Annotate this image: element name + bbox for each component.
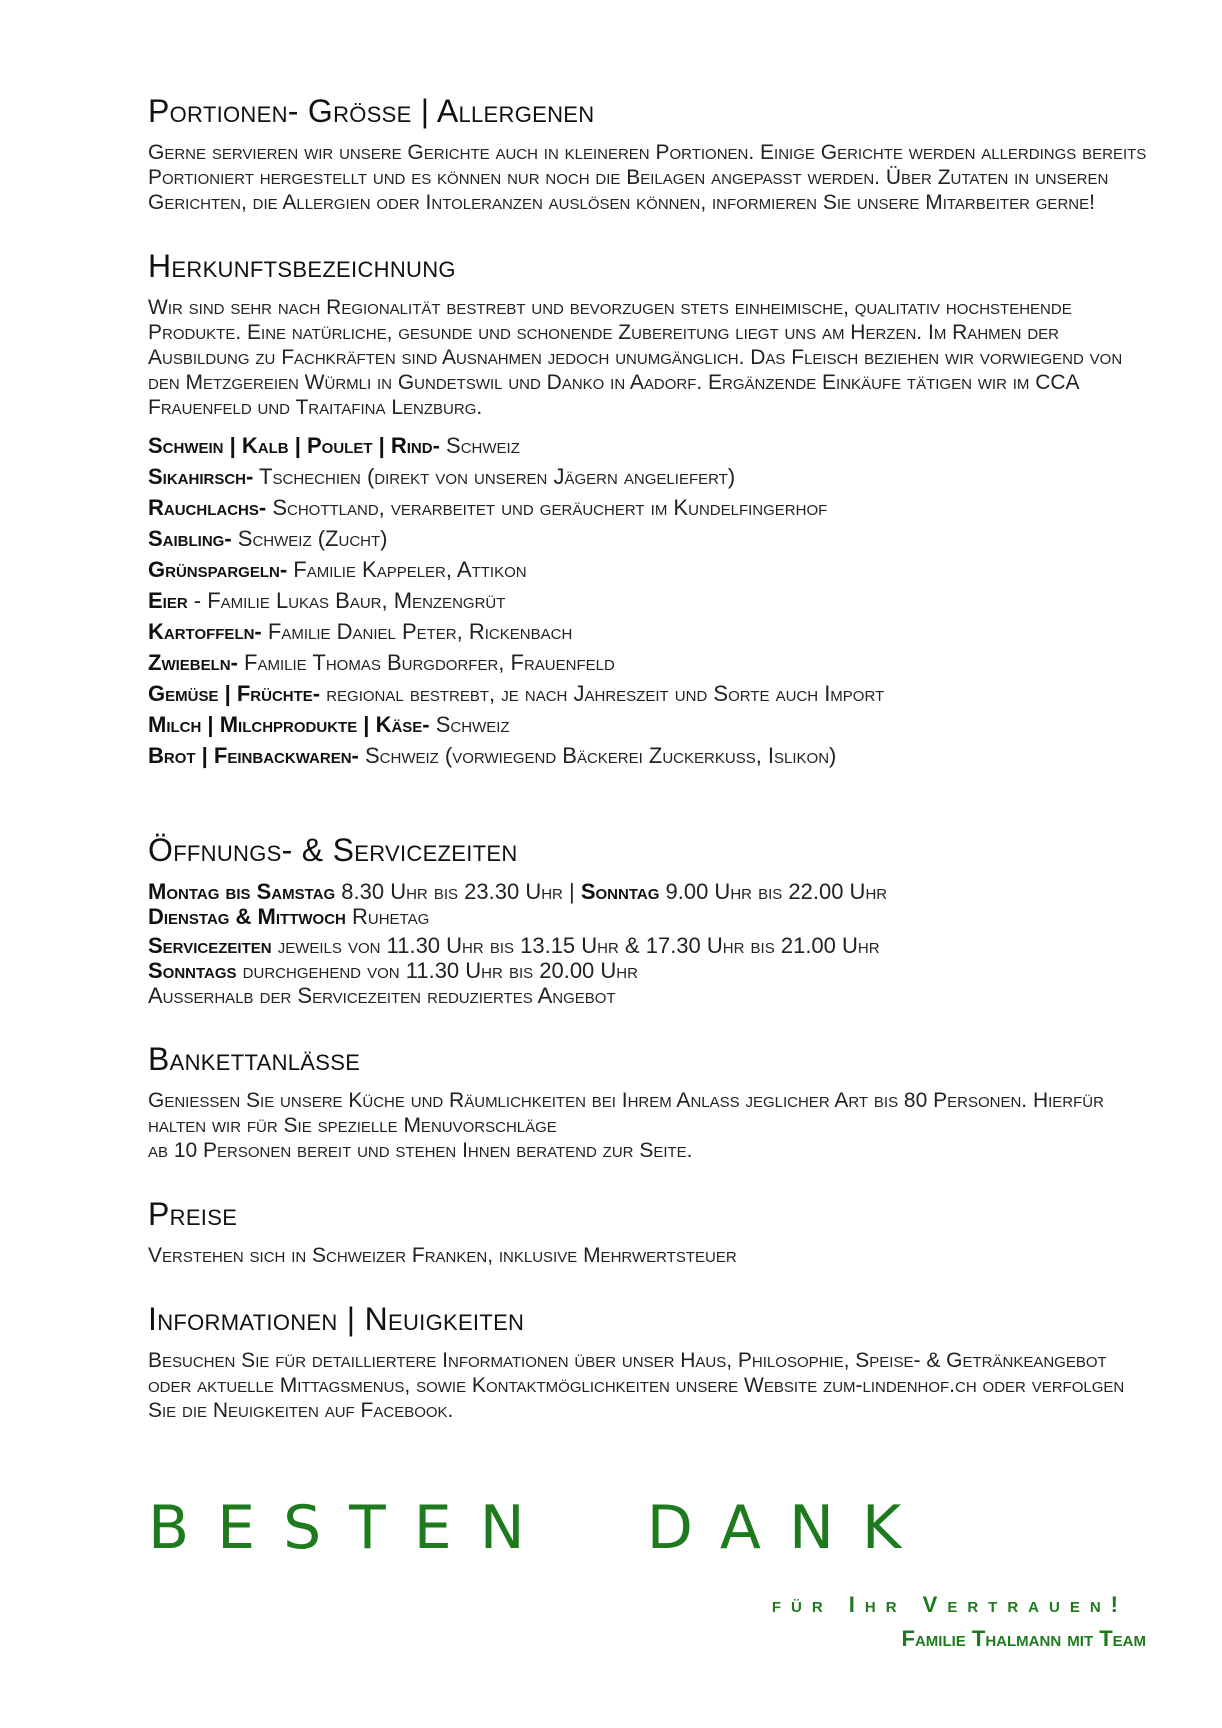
origin-item <box>148 616 1148 647</box>
hours-sundays-value: durchgehend von 11.30 Uhr bis 20.00 Uhr <box>236 958 638 983</box>
origin-heading: Herkunftsbezeichnung <box>148 248 456 284</box>
banquet-heading: Bankettanlässe <box>148 1041 361 1077</box>
origin-item <box>148 740 1148 771</box>
hours-closed-label: Dienstag & Mittwoch <box>148 904 346 929</box>
origin-item-value: Schottland, verarbeitet und geräuchert im Kundelfingerhof <box>266 495 828 520</box>
origin-item-value: Familie Daniel Peter, Rickenbach <box>261 619 573 644</box>
info-section <box>148 1300 1148 1423</box>
origin-section <box>148 247 1148 771</box>
hours-weekly <box>148 879 1148 904</box>
origin-list <box>148 430 1148 771</box>
origin-item <box>148 461 1148 492</box>
menu-info-page <box>148 92 1148 1455</box>
origin-item-key: Sikahirsch- <box>148 464 254 489</box>
origin-item <box>148 585 1148 616</box>
origin-item-key: Saibling- <box>148 526 232 551</box>
origin-item-key: Grünspargeln- <box>148 557 288 582</box>
portions-heading: Portionen- Grösse | Allergenen <box>148 93 595 129</box>
hours-section <box>148 831 1148 1008</box>
hours-sundays <box>148 958 1148 983</box>
banquet-text: Geniessen Sie unsere Küche und Räumlichkeiten bei Ihrem Anlass jeglicher Art bis 80 Personen. Hierfür halten wir für Sie spezielle Menuvorschläge <box>148 1089 1104 1137</box>
banquet-text-2: ab 10 Personen bereit und stehen Ihnen beratend zur Seite. <box>148 1139 693 1162</box>
hours-service <box>148 933 1148 958</box>
portions-text: Gerne servieren wir unsere Gerichte auch in kleineren Portionen. Einige Gerichte werden allerdings bereits Portioniert hergestellt und es können nur noch die Beilagen angepasst werden. Über Zutaten in unseren Gerichten, die Allergien oder Intoleranzen auslösen können, informieren Sie unsere Mitarbeiter gerne! <box>148 141 1147 214</box>
origin-item <box>148 523 1148 554</box>
origin-item-value: Familie Kappeler, Attikon <box>287 557 527 582</box>
origin-item-value: - Familie Lukas Baur, Menzengrüt <box>187 588 506 613</box>
origin-item <box>148 554 1148 585</box>
origin-item <box>148 492 1148 523</box>
origin-item-value: Schweiz (vorwiegend Bäckerei Zuckerkuss, Islikon) <box>358 743 837 768</box>
info-heading: Informationen | Neuigkeiten <box>148 1301 525 1337</box>
origin-item <box>148 647 1148 678</box>
info-text: Besuchen Sie für detailliertere Informationen über unser Haus, Philosophie, Speise- & Getränkeangebot oder aktuelle Mittagsmenus, sowie Kontaktmöglichkeiten unsere Website zum-lindenhof.ch oder verfolgen Sie die Neuigkeiten auf Facebook. <box>148 1349 1125 1422</box>
hours-days-label: Montag bis Samstag <box>148 879 336 904</box>
origin-item-value: Familie Thomas Burgdorfer, Frauenfeld <box>237 650 615 675</box>
trust-line: für Ihr Vertrauen! <box>771 1592 1128 1617</box>
family-signature: Familie Thalmann mit Team <box>901 1626 1146 1651</box>
hours-sundays-label: Sonntags <box>148 958 237 983</box>
hours-days-value: 8.30 Uhr bis 23.30 Uhr | <box>335 879 581 904</box>
origin-item-value: Schweiz <box>429 712 510 737</box>
origin-item-value: Schweiz (Zucht) <box>231 526 388 551</box>
prices-heading: Preise <box>148 1196 238 1232</box>
hours-heading: Öffnungs- & Servicezeiten <box>148 832 518 868</box>
portions-section <box>148 92 1148 215</box>
origin-item <box>148 678 1148 709</box>
hours-closed-value: Ruhetag <box>345 904 430 929</box>
prices-text: Verstehen sich in Schweizer Franken, inklusive Mehrwertsteuer <box>148 1244 737 1267</box>
origin-item-value: Schweiz <box>439 433 520 458</box>
origin-item-key: Gemüse | Früchte- <box>148 681 321 706</box>
hours-sunday-value: 9.00 Uhr bis 22.00 Uhr <box>659 879 888 904</box>
hours-service-label: Servicezeiten <box>148 933 272 958</box>
origin-item-value: Tschechien (direkt von unseren Jägern angeliefert) <box>253 464 736 489</box>
origin-text: Wir sind sehr nach Regionalität bestrebt und bevorzugen stets einheimische, qualitativ hochstehende Produkte. Eine natürliche, gesunde und schonende Zubereitung liegt uns am Herzen. Im Rahmen der Ausbildung zu Fachkräften sind Ausnahmen jedoch unumgänglich. Das Fleisch beziehen wir vorwiegend von den Metzgereien Würmli in Gundetswil und Danko in Aadorf. Ergänzende Einkäufe tätigen wir im CCA Frauenfeld und Traitafina Lenzburg. <box>148 296 1123 419</box>
origin-item-key: Brot | Feinbackwaren- <box>148 743 359 768</box>
origin-item-key: Kartoffeln- <box>148 619 262 644</box>
origin-item-key: Milch | Milchprodukte | Käse- <box>148 712 430 737</box>
thanks-heading: BESTEN DANK <box>148 1493 930 1563</box>
origin-item-key: Rauchlachs- <box>148 495 267 520</box>
hours-closed <box>148 904 1148 929</box>
hours-service-value: jeweils von 11.30 Uhr bis 13.15 Uhr & 17.30 Uhr bis 21.00 Uhr <box>271 933 880 958</box>
origin-item <box>148 430 1148 461</box>
origin-item-key: Eier <box>148 588 188 613</box>
origin-item <box>148 709 1148 740</box>
hours-sunday-label: Sonntag <box>580 879 660 904</box>
hours-note: Ausserhalb der Servicezeiten reduziertes Angebot <box>148 983 616 1008</box>
origin-item-key: Zwiebeln- <box>148 650 238 675</box>
origin-item-key: Schwein | Kalb | Poulet | Rind- <box>148 433 440 458</box>
origin-item-value: regional bestrebt, je nach Jahreszeit und Sorte auch Import <box>320 681 885 706</box>
prices-section <box>148 1195 1148 1268</box>
banquet-section <box>148 1040 1148 1163</box>
